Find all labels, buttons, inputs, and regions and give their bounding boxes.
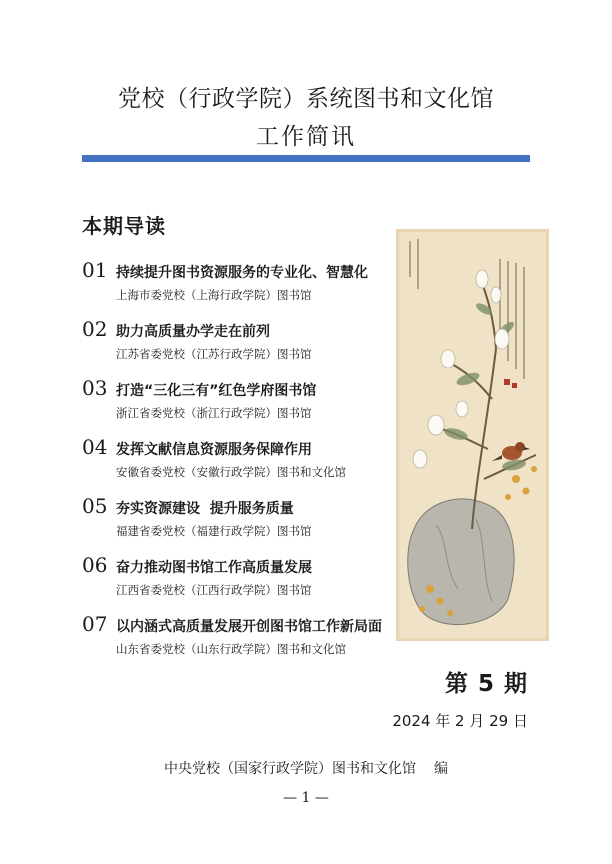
toc-number: 03	[82, 376, 108, 400]
toc-org: 山东省委党校（山东行政学院）图书和文化馆	[116, 642, 346, 656]
toc-title: 以内涵式高质量发展开创图书馆工作新局面	[116, 619, 382, 635]
toc-org: 安徽省委党校（安徽行政学院）图书和文化馆	[116, 465, 346, 479]
toc-item[interactable]	[82, 376, 392, 435]
toc-number: 01	[82, 258, 108, 282]
editor-line	[0, 758, 612, 778]
toc-title: 发挥文献信息资源服务保障作用	[116, 442, 312, 458]
flower-bird-painting	[396, 229, 549, 641]
toc-title: 奋力推动图书馆工作高质量发展	[116, 560, 312, 576]
toc-number: 04	[82, 435, 108, 459]
section-title: 本期导读	[82, 214, 166, 238]
newsletter-subtitle: 工作简讯	[256, 124, 356, 150]
toc-org: 福建省委党校（福建行政学院）图书馆	[116, 524, 312, 538]
toc-item[interactable]	[82, 258, 392, 317]
toc-org: 江西省委党校（江西行政学院）图书馆	[116, 583, 312, 597]
toc-title: 打造“三化三有”红色学府图书馆	[116, 383, 317, 399]
toc-org: 江苏省委党校（江苏行政学院）图书馆	[116, 347, 312, 361]
toc-item[interactable]	[82, 553, 392, 612]
editor-suffix: 编	[434, 761, 448, 777]
newsletter-title: 党校（行政学院）系统图书和文化馆	[118, 86, 494, 112]
toc-item[interactable]	[82, 494, 392, 553]
issue-date: 2024 年 2 月 29 日	[392, 712, 528, 730]
toc-item[interactable]	[82, 435, 392, 494]
toc-number: 02	[82, 317, 108, 341]
page-number: — 1 —	[283, 790, 329, 806]
toc-item[interactable]	[82, 612, 392, 671]
toc-org: 上海市委党校（上海行政学院）图书馆	[116, 288, 312, 302]
toc-title: 持续提升图书资源服务的专业化、智慧化	[116, 265, 368, 281]
toc-item[interactable]	[82, 317, 392, 376]
table-of-contents	[82, 258, 392, 671]
toc-number: 06	[82, 553, 108, 577]
toc-title: 助力高质量办学走在前列	[116, 324, 270, 340]
toc-number: 05	[82, 494, 108, 518]
toc-title: 夯实资源建设 提升服务质量	[116, 501, 294, 517]
toc-number: 07	[82, 612, 108, 636]
editor-org: 中央党校（国家行政学院）图书和文化馆	[164, 761, 416, 777]
toc-org: 浙江省委党校（浙江行政学院）图书馆	[116, 406, 312, 420]
title-rule	[82, 155, 530, 162]
issue-number: 第 5 期	[444, 671, 528, 697]
